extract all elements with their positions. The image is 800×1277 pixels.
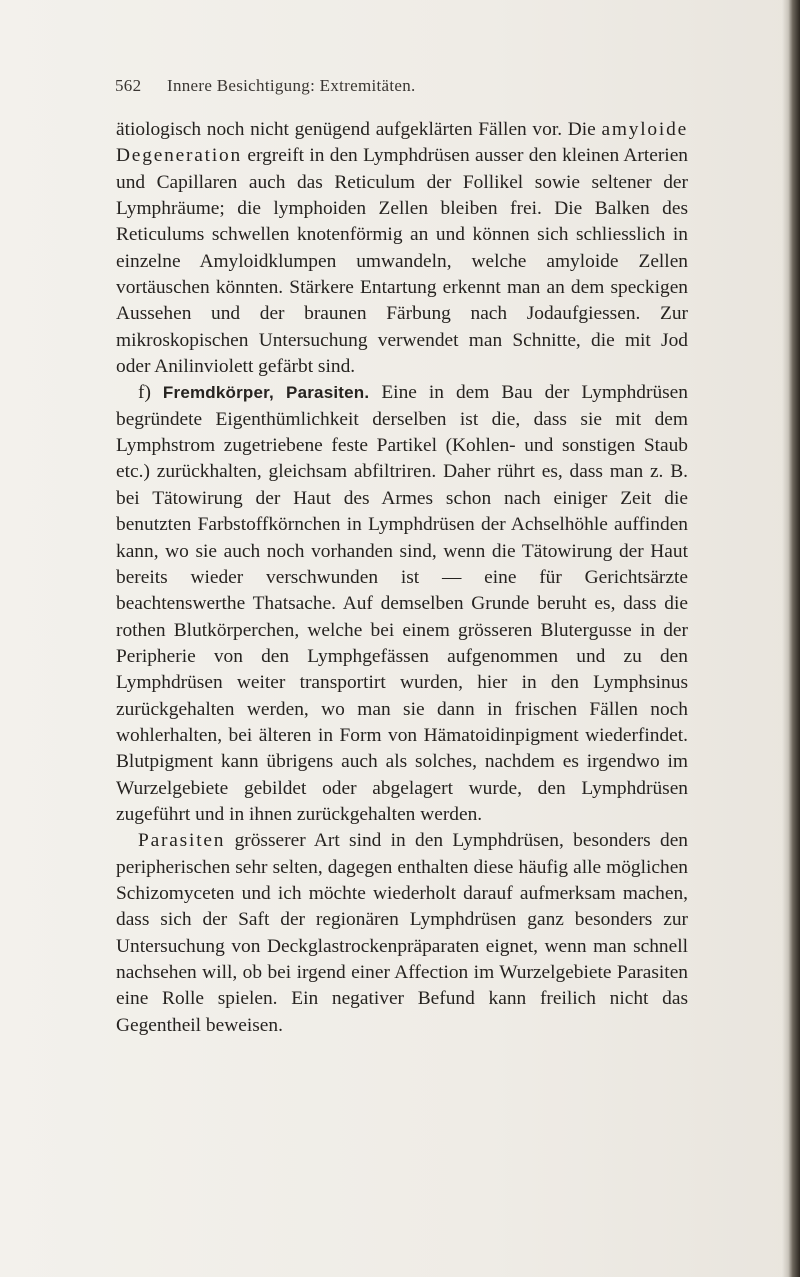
paragraph-text: ergreift in den Lymphdrüsen ausser den kleinen Arterien und Capillaren auch das Reticulum der Follikel sowie seltener der Lymphräume; die lymphoiden Zellen bleiben frei. Die Balken des Reticulums schwellen knotenförmig an und können sich schliesslich in einzelne Amyloidklumpen umwandeln, welche amyloide Zellen vortäuschen könnten. Stärkere Entartung erkennt man an dem speckigen Aussehen und der braunen Färbung nach Jodaufgiessen. Zur mikroskopischen Untersuchung verwendet man Schnitte, die mit Jod oder Anilinviolett gefärbt sind.	[116, 145, 688, 378]
emphasized-term: amyloide Degeneration	[116, 119, 688, 167]
section-label: f)	[138, 382, 163, 404]
paragraph-text: Eine in dem Bau der Lymphdrüsen begründete Eigenthümlichkeit derselben ist die, dass sie mit dem Lymphstrom zugetriebene feste Partikel (Kohlen- und sonstigen Staub etc.) zurückhalten, gleichsam abfiltriren. Daher rührt es, dass man z. B. bei Tätowirung der Haut des Armes schon nach einiger Zeit die benutzten Farbstoffkörnchen in Lymphdrüsen der Achselhöhle auffinden kann, wo sie auch noch vorhanden sind, wenn die Tätowirung der Haut bereits wieder verschwunden ist — eine für Gerichtsärzte beachtenswerthe Thatsache. Auf demselben Grunde beruht es, dass die rothen Blutkörperchen, welche bei einem grösseren Blutergusse in der Peripherie von den Lymphgefässen aufgenommen und zu den Lymphdrüsen weiter transportirt wurden, hier in den Lymphsinus zurückgehalten werden, wo man sie dann in frischen Fällen noch wohlerhalten, bei älteren in Form von Hämatoidinpigment wiederfindet. Blutpigment kann übrigens auch als solches, nachdem es irgendwo im Wurzelgebiete gebildet oder abgelagert wurde, den Lymphdrüsen zugeführt und in ihnen zurückgehalten werden.	[116, 382, 688, 825]
paragraph-foreign-bodies	[116, 380, 688, 828]
page-header	[115, 76, 675, 96]
paragraph-amyloid	[116, 117, 688, 380]
page-number: 562	[115, 76, 142, 95]
section-heading: Fremdkörper, Parasiten.	[162, 383, 370, 403]
paragraph-text: grösserer Art sind in den Lymphdrüsen, besonders den peripherischen sehr selten, dagegen enthalten diese häufig alle möglichen Schizomyceten und ich möchte wiederholt darauf aufmerksam machen, dass sich der Saft der regionären Lymphdrüsen ganz besonders zur Untersuchung von Deckglastrockenpräparaten eignet, wenn man schnell nachsehen will, ob bei irgend einer Affection im Wurzelgebiete Parasiten eine Rolle spielen. Ein negativer Befund kann freilich nicht das Gegentheil beweisen.	[116, 830, 688, 1036]
running-title: Innere Besichtigung: Extremitäten.	[167, 76, 416, 95]
emphasized-term: Parasiten	[138, 830, 226, 852]
paragraph-text: ätiologisch noch nicht genügend aufgeklärten Fällen vor. Die	[116, 119, 602, 140]
page-edge-shadow	[782, 0, 800, 1277]
body-text	[116, 117, 688, 1039]
paragraph-parasites	[116, 828, 688, 1039]
